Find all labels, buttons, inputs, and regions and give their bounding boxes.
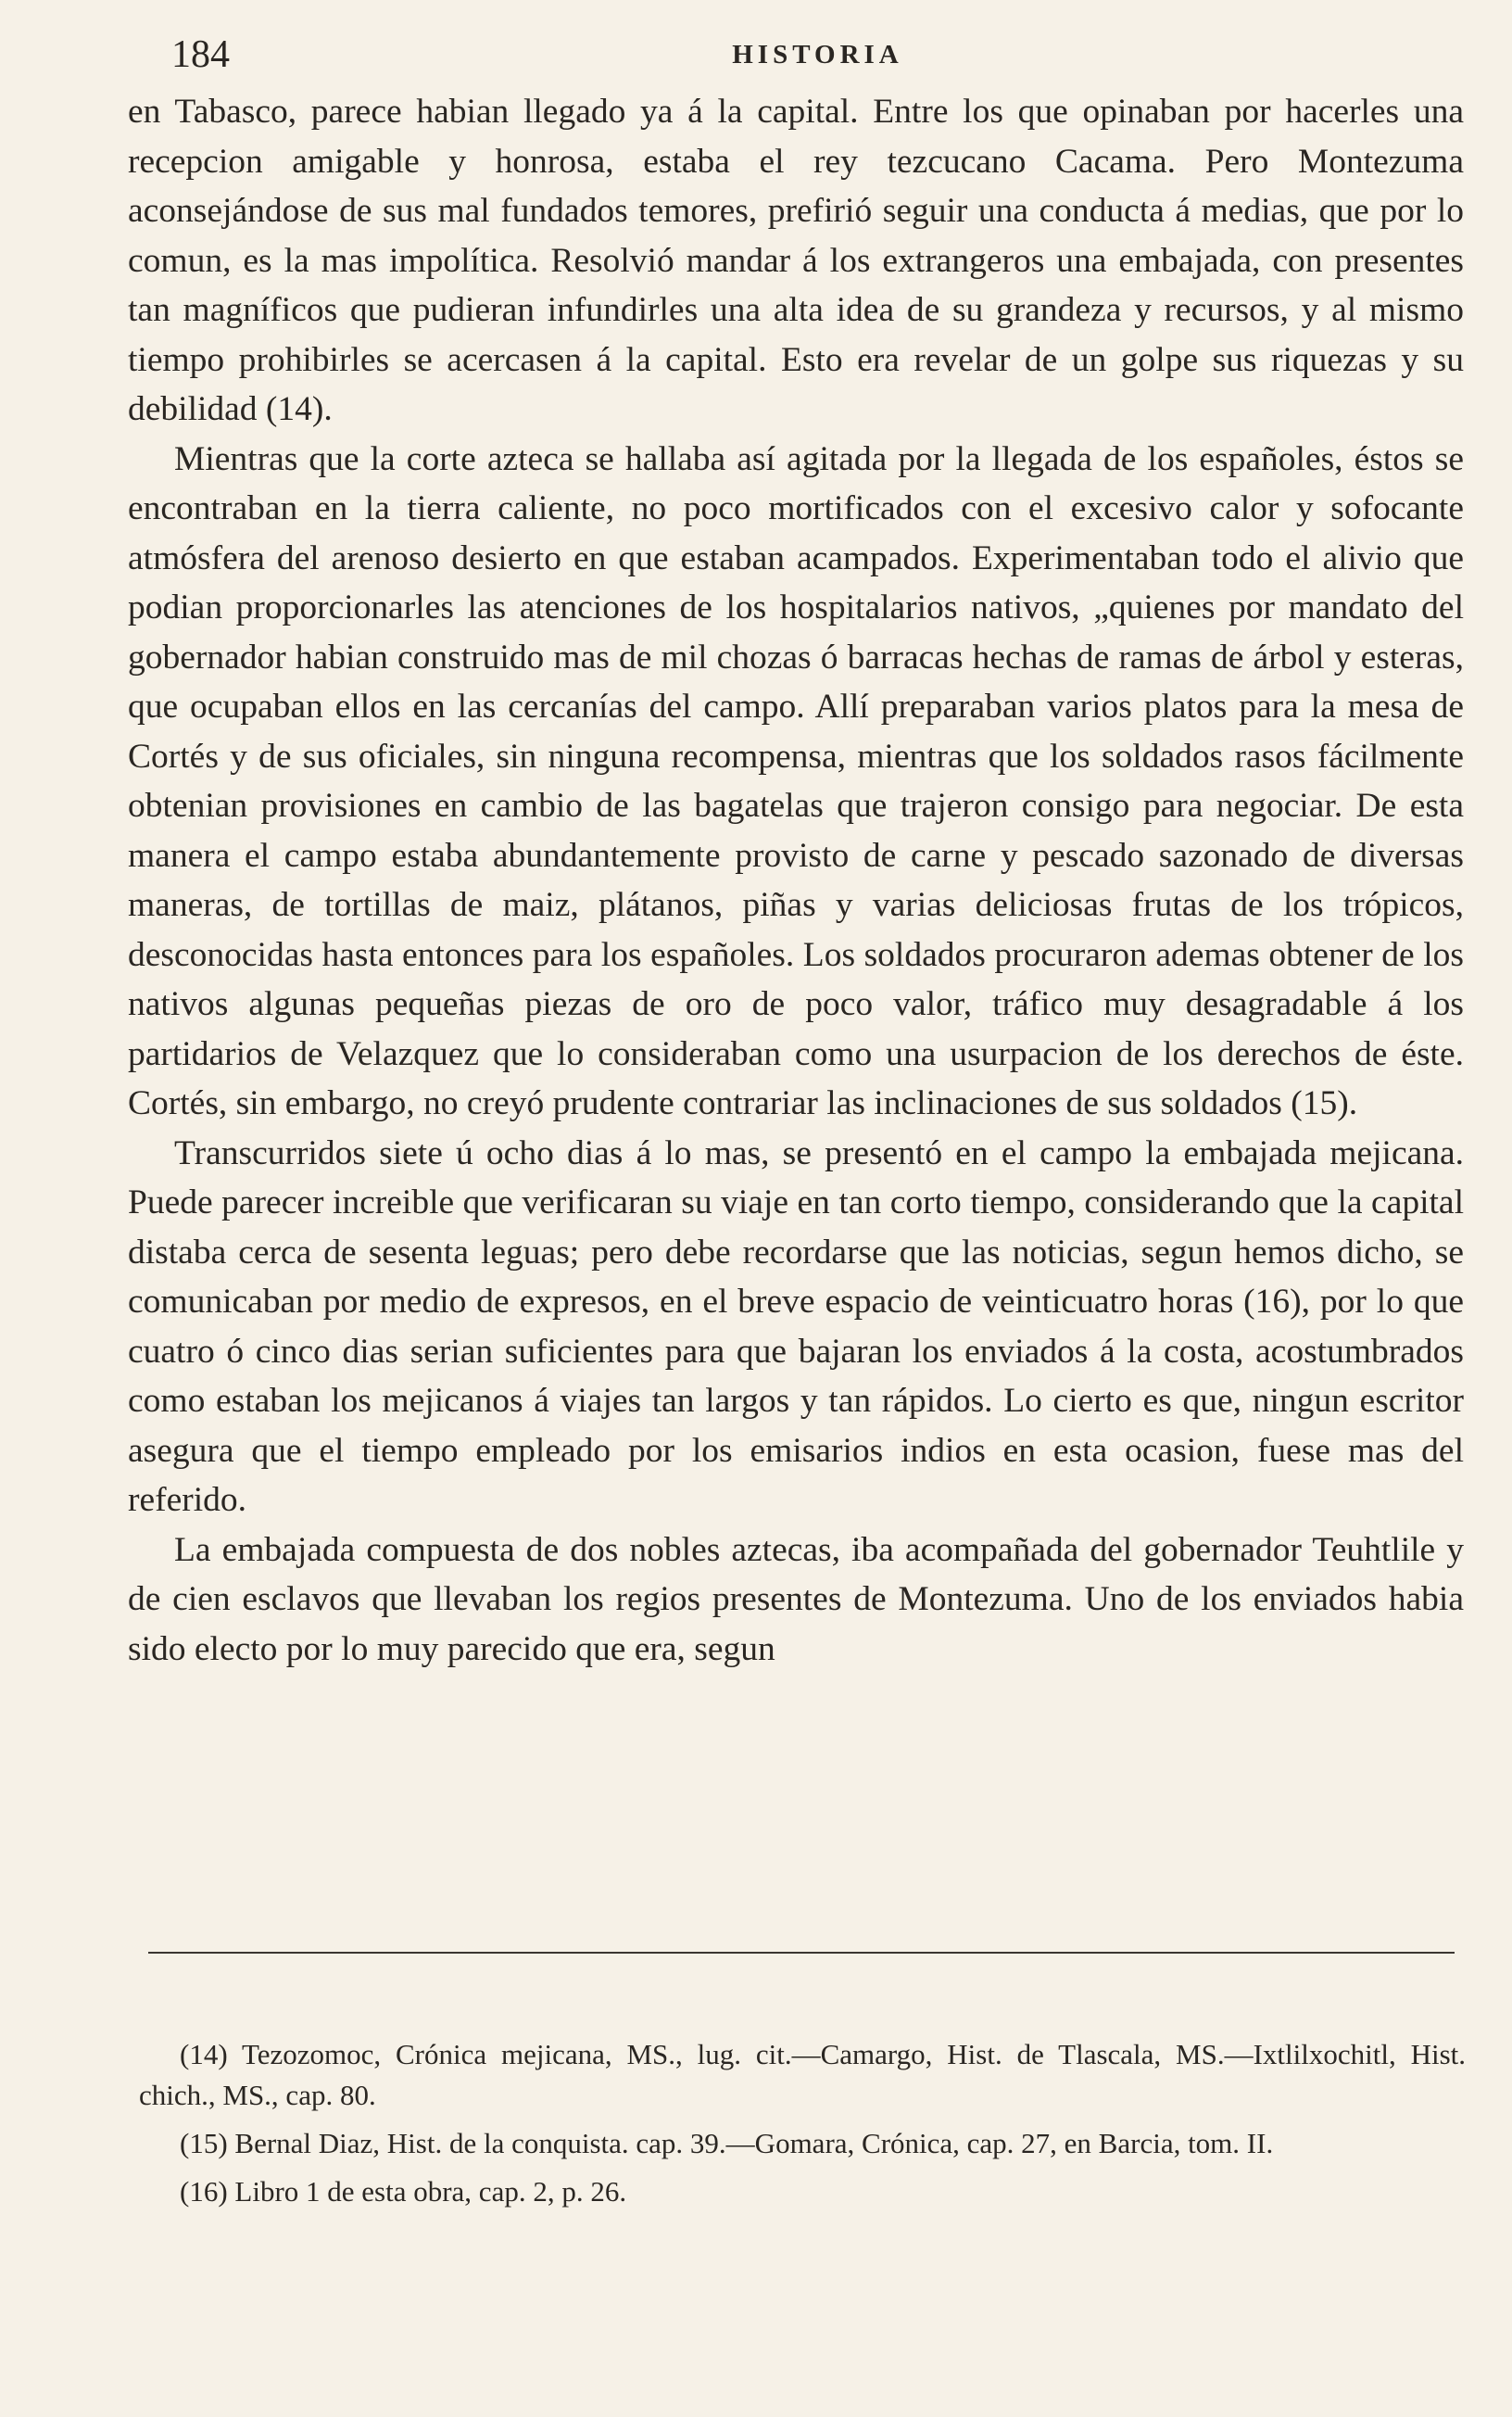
footnote-divider <box>148 1952 1455 1954</box>
footnote: (14) Tezozomoc, Crónica mejicana, MS., lug. cit.—Camargo, Hist. de Tlascala, MS.—Ixtlilxochitl, Hist. chich., MS., cap. 80. <box>139 2038 1466 2111</box>
main-text <box>128 87 1464 1674</box>
paragraph: Transcurridos siete ú ocho dias á lo mas, se presentó en el campo la embajada mejicana. Puede parecer increible que verificaran su viaje en tan corto tiempo, considerando que la capital distaba cerca de sesenta leguas; pero debe recordarse que las noticias, segun hemos dicho, se comunicaban por medio de expresos, en el breve espacio de veinticuatro horas (16), por lo que cuatro ó cinco dias serian suficientes para que bajaran los enviados á la costa, acostumbrados como estaban los mejicanos á viajes tan largos y tan rápidos. Lo cierto es que, ningun escritor asegura que el tiempo empleado por los emisarios indios en esta ocasion, fuese mas del referido. <box>128 1133 1464 1519</box>
footnote: (15) Bernal Diaz, Hist. de la conquista. cap. 39.—Gomara, Crónica, cap. 27, en Barcia, tom. II. <box>180 2127 1274 2159</box>
footnotes <box>139 2034 1466 2220</box>
paragraph-continuation: en Tabasco, parece habian llegado ya á la capital. Entre los que opinaban por hacerles una recepcion amigable y honrosa, estaba el rey tezcucano Cacama. Pero Montezuma aconsejándose de sus mal fundados temores, prefirió seguir una conducta á medias, que por lo comun, es la mas impolítica. Resolvió mandar á los extrangeros una embajada, con presentes tan magníficos que pudieran infundirles una alta idea de su grandeza y recursos, y al mismo tiempo prohibirles se acercasen á la capital. Esto era revelar de un golpe sus riquezas y su debilidad (14). <box>128 93 1464 428</box>
page-number: 184 <box>171 33 230 76</box>
page-header <box>171 32 1464 78</box>
footnote: (16) Libro 1 de esta obra, cap. 2, p. 26. <box>180 2175 627 2208</box>
running-title: HISTORIA <box>732 40 903 70</box>
paragraph: Mientras que la corte azteca se hallaba así agitada por la llegada de los españoles, éstos se encontraban en la tierra caliente, no poco mortificados con el excesivo calor y sofocante atmósfera del arenoso desierto en que estaban acampados. Experimentaban todo el alivio que podian proporcionarles las atenciones de los hospitalarios nativos, „quienes por mandato del gobernador habian construido mas de mil chozas ó barracas hechas de ramas de árbol y esteras, que ocupaban ellos en las cercanías del campo. Allí preparaban varios platos para la mesa de Cortés y de sus oficiales, sin ninguna recompensa, mientras que los soldados rasos fácilmente obtenian provisiones en cambio de las bagatelas que trajeron consigo para negociar. De esta manera el campo estaba abundantemente provisto de carne y pescado sazonado de diversas maneras, de tortillas de maiz, plátanos, piñas y varias deliciosas frutas de los trópicos, desconocidas hasta entonces para los españoles. Los soldados procuraron ademas obtener de los nativos algunas pequeñas piezas de oro de poco valor, tráfico muy desagradable á los partidarios de Velazquez que lo consideraban como una usurpacion de los derechos de éste. Cortés, sin embargo, no creyó prudente contrariar las inclinaciones de sus soldados (15). <box>128 439 1464 1122</box>
paragraph: La embajada compuesta de dos nobles aztecas, iba acompañada del gobernador Teuhtlile y de cien esclavos que llevaban los regios presentes de Montezuma. Uno de los enviados habia sido electo por lo muy parecido que era, segun <box>128 1530 1464 1668</box>
